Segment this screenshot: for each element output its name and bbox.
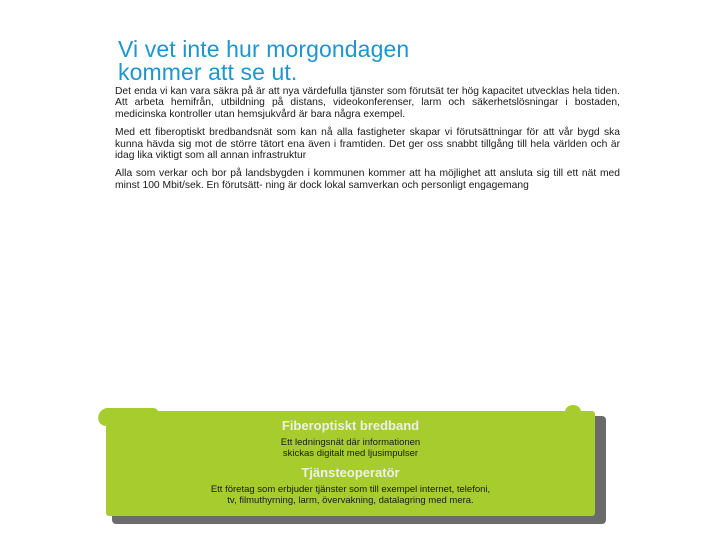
body-text [115,86,620,198]
term-definition-line: Ett företag som erbjuder tjänster som till exempel internet, telefoni, [210,484,491,495]
term-definition-line: tv, filmuthyrning, larm, övervakning, datalagring med mera. [227,495,474,506]
term-definition-fiber [106,437,595,459]
glossary-content [106,418,595,512]
term-definition-line: skickas digitalt med ljusimpulser [282,448,419,459]
title-line-2: kommer att se ut. [118,59,298,85]
paragraph-3: Alla som verkar och bor på landsbygden i kommunen kommer att ha möjlighet att ansluta sig till ett nät med minst 100 Mbit/sek. En förutsätt- ning är dock lokal samverkan och personligt engagemang [115,168,620,191]
paragraph-2: Med ett fiberoptiskt bredbandsnät som kan nå alla fastigheter skapar vi förutsättningar för att vår bygd ska kunna hävda sig mot de större tätort ena även i framtiden. Det ger oss snabbt tillgång till hela världen och är idag lika viktigt som all annan infrastruktur [115,127,620,162]
paragraph-1: Det enda vi kan vara säkra på är att nya värdefulla tjänster som förutsät ter hög kapacitet utvecklas hela tiden. Att arbeta hemifrån, utbildning på distans, videokonferenser, larm och säkerhetslösningar i bostaden, medicinska kontroller utan hemsjukvård är bara några exempel. [115,86,620,120]
term-title-fiber: Fiberoptiskt bredband [281,418,420,433]
term-definition-operator [106,484,595,506]
term-title-operator: Tjänsteoperatör [301,465,400,480]
page-title [118,38,598,84]
title-line-1: Vi vet inte hur morgondagen [118,36,410,62]
term-definition-line: Ett ledningsnät där informationen [280,437,421,448]
